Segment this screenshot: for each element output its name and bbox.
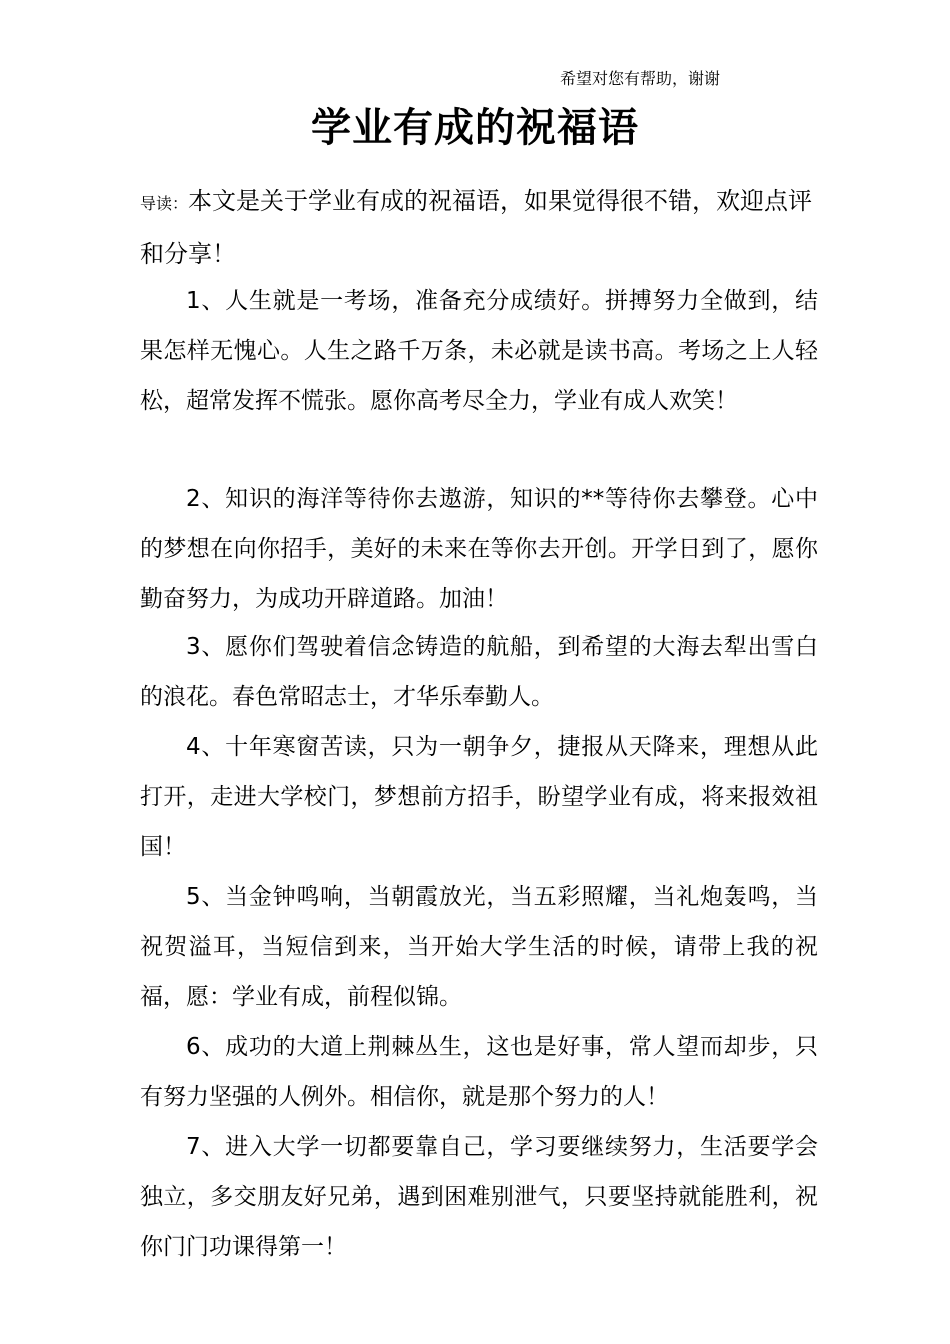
blessing-item-2: 2、知识的海洋等待你去遨游，知识的**等待你去攀登。心中的梦想在向你招手，美好的未来在等你去开创。开学日到了，愿你勤奋努力，为成功开辟道路。加油！ [140, 486, 818, 612]
header-note: 希望对您有帮助，谢谢 [560, 69, 721, 88]
blessing-item-6: 6、成功的大道上荆棘丛生，这也是好事，常人望而却步，只有努力坚强的人例外。相信你，就是那个努力的人！ [140, 1034, 818, 1110]
blessing-item-7: 7、进入大学一切都要靠自己，学习要继续努力，生活要学会独立，多交朋友好兄弟，遇到困难别泄气，只要坚持就能胜利，祝你门门功课得第一！ [140, 1134, 818, 1260]
intro-text: 本文是关于学业有成的祝福语，如果觉得很不错，欢迎点评和分享！ [140, 187, 813, 268]
blessing-item-4: 4、十年寒窗苦读，只为一朝争夕，捷报从天降来，理想从此打开，走进大学校门，梦想前方招手，盼望学业有成，将来报效祖国！ [140, 734, 818, 860]
intro-paragraph [140, 176, 825, 279]
intro-label: 导读： [140, 194, 189, 213]
document-title: 学业有成的祝福语 [311, 105, 639, 151]
blessing-item-5: 5、当金钟鸣响，当朝霞放光，当五彩照耀，当礼炮轰鸣，当祝贺溢耳，当短信到来，当开始大学生活的时候，请带上我的祝福，愿：学业有成，前程似锦。 [140, 884, 818, 1010]
blessing-item-1: 1、人生就是一考场，准备充分成绩好。拼搏努力全做到，结果怎样无愧心。人生之路千万条，未必就是读书高。考场之上人轻松，超常发挥不慌张。愿你高考尽全力，学业有成人欢笑！ [140, 288, 818, 414]
blessing-item-3: 3、愿你们驾驶着信念铸造的航船，到希望的大海去犁出雪白的浪花。春色常昭志士，才华乐奉勤人。 [140, 634, 818, 710]
